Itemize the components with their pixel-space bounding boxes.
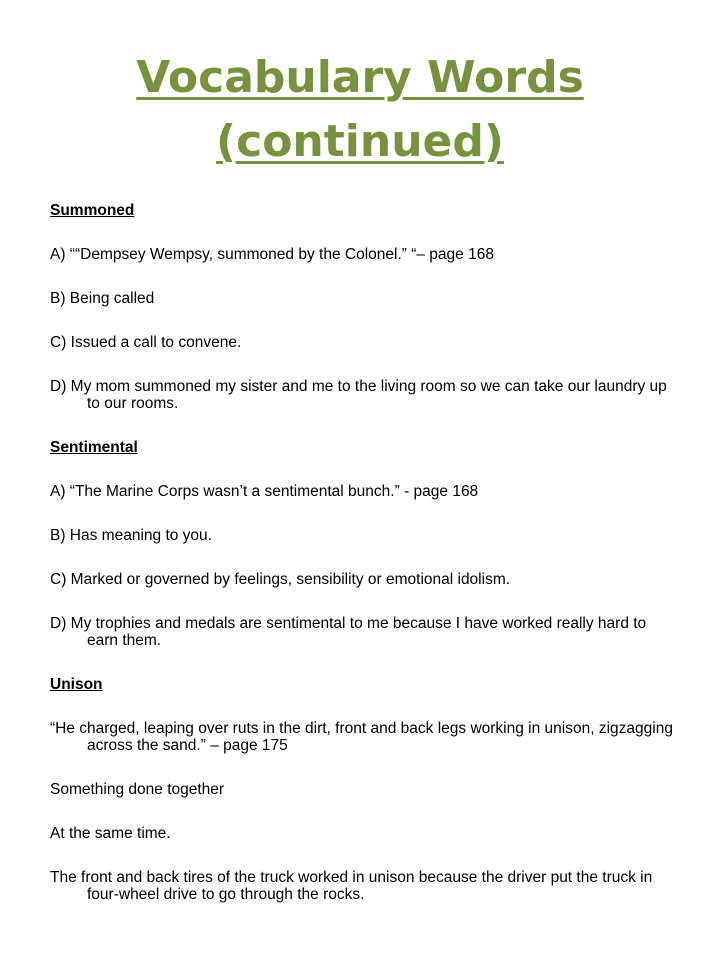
page-title-line-1: Vocabulary Words — [136, 52, 584, 103]
summoned-sentence: D) My mom summoned my sister and me to the living room so we can take our laundry up to our rooms. — [50, 378, 667, 412]
unison-sentence: The front and back tires of the truck worked in unison because the driver put the truck in four-wheel drive to go through the rocks. — [50, 869, 653, 903]
word-heading-sentimental: Sentimental — [50, 439, 138, 456]
summoned-definition: C) Issued a call to convene. — [50, 334, 242, 351]
sentimental-quote: A) “The Marine Corps wasn’t a sentimental bunch.” - page 168 — [50, 483, 479, 500]
sentimental-sentence: D) My trophies and medals are sentimental to me because I have worked really hard to earn them. — [50, 615, 647, 649]
unison-meaning: Something done together — [50, 781, 225, 798]
vocabulary-list — [50, 202, 675, 903]
summoned-meaning: B) Being called — [50, 290, 155, 307]
word-heading-unison: Unison — [50, 676, 103, 693]
page-title-line-2: (continued) — [216, 116, 504, 167]
word-heading-summoned: Summoned — [50, 202, 135, 219]
unison-quote: “He charged, leaping over ruts in the dirt, front and back legs working in unison, zigzagging across the sand.” – page 175 — [50, 720, 673, 754]
page-title — [0, 46, 720, 174]
unison-definition: At the same time. — [50, 825, 171, 842]
sentimental-meaning: B) Has meaning to you. — [50, 527, 212, 544]
summoned-quote: A) ““Dempsey Wempsy, summoned by the Colonel.” “– page 168 — [50, 246, 494, 263]
sentimental-definition: C) Marked or governed by feelings, sensibility or emotional idolism. — [50, 571, 511, 588]
